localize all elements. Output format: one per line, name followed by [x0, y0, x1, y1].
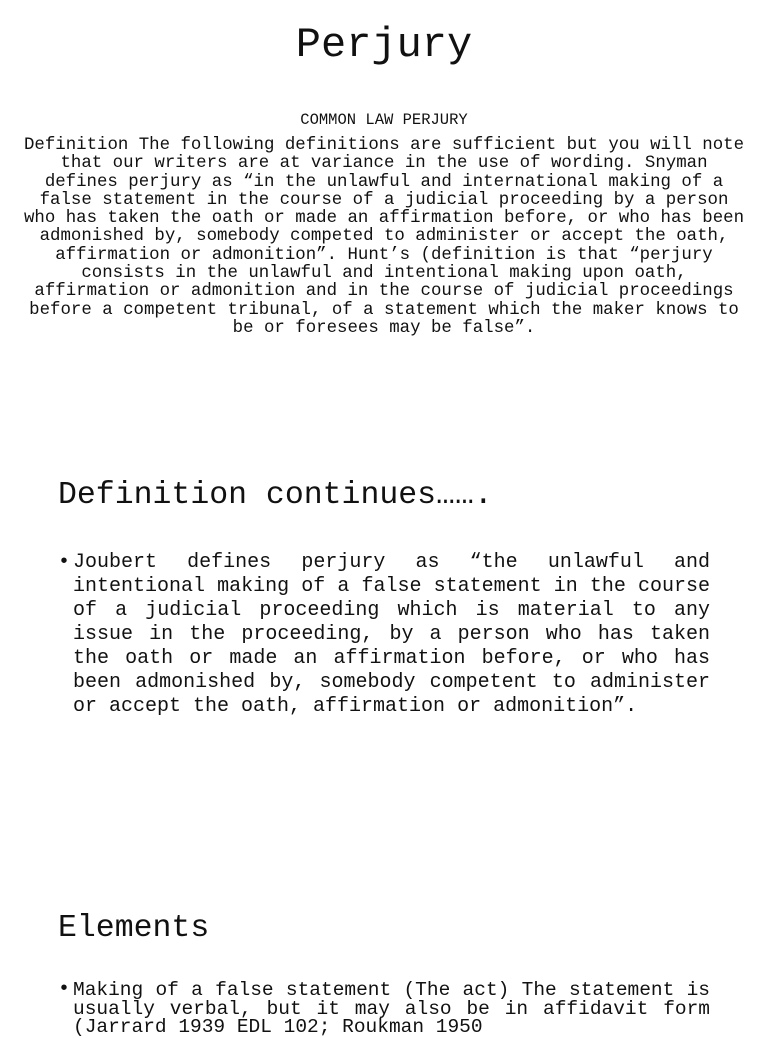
- bullet-icon: •: [58, 551, 71, 574]
- bullet-text: Joubert defines perjury as “the unlawful and intentional making of a false statement in the course of a judicial proceeding which is material to any issue in the proceeding, by a person who has taken the oath or made an affirmation before, or who has been admonished by, somebody competent to administer or accept the oath, affirmation or admonition”.: [73, 551, 710, 718]
- section-heading-definition-continues: Definition continues…….: [58, 478, 493, 513]
- page-title: Perjury: [295, 21, 473, 69]
- bullet-icon: •: [58, 978, 71, 1001]
- list-item: [58, 978, 710, 1038]
- section-heading-elements: Elements: [58, 911, 210, 946]
- bullet-text: Making of a false statement (The act) The statement is usually verbal, but it may also be in affidavit form (Jarrard 1939 EDL 102; Roukman 1950: [73, 979, 710, 1038]
- slide-subtitle: COMMON LAW PERJURY: [300, 111, 468, 129]
- definition-paragraph: Definition The following definitions are sufficient but you will note that our writers are at variance in the use of wording. Snyman defines perjury as “in the unlawful and international making of a false statement in the course of a judicial proceeding by a person who has taken the oath or made an affirmation before, or who has been admonished by, somebody competed to administer or accept the oath, affirmation or admonition”. Hunt’s (definition is that “perjury consists in the unlawful and intentional making upon oath, affirmation or admonition and in the course of judicial proceedings before a competent tribunal, of a statement which the maker knows to be or foresees may be false”.: [23, 136, 745, 338]
- list-item: [58, 551, 710, 719]
